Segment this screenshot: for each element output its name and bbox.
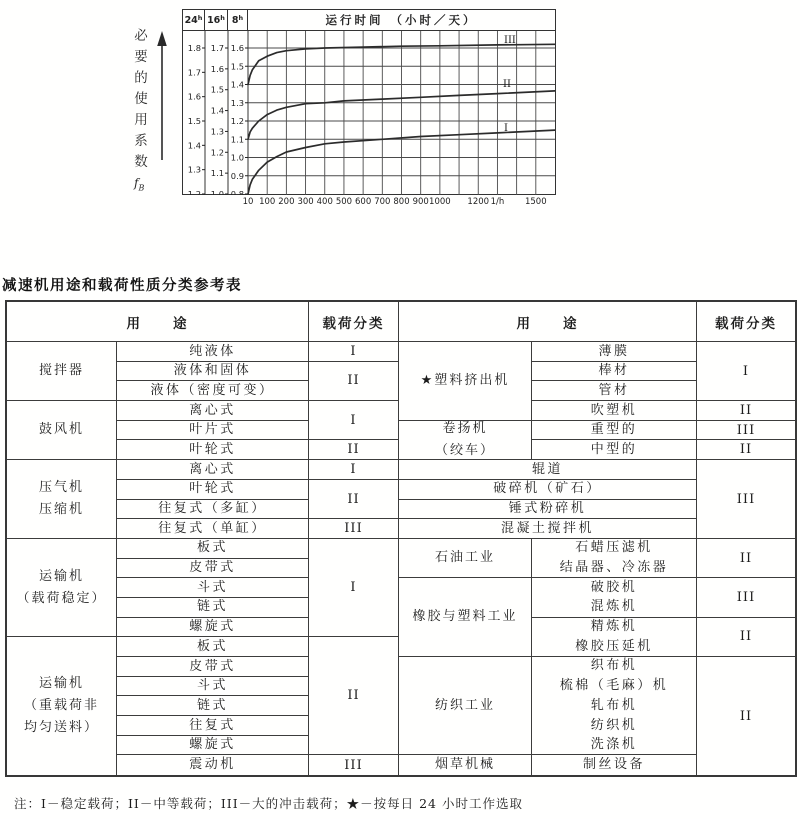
load-class-cell: II [309, 637, 399, 755]
item-cell: 液体（密度可变） [117, 381, 309, 401]
item-cell: 吹塑机 [532, 401, 697, 421]
item-cell: 链式 [117, 696, 309, 716]
x-tick-label: 1200 [467, 197, 490, 207]
curve-label-III: III [504, 35, 516, 46]
header-cell: 用 途 [7, 302, 309, 342]
item-cell: 液体和固体 [117, 362, 309, 382]
curve-label-I: I [504, 123, 508, 134]
x-tick-label: 400 [316, 197, 333, 207]
group-cell: ★塑料挤出机 [399, 342, 532, 421]
item-cell: 震动机 [117, 755, 309, 775]
svg-text:1.6: 1.6 [187, 91, 201, 102]
item-cell: 往复式（多缸） [117, 500, 309, 520]
item-cell: 薄膜 [532, 342, 697, 362]
load-class-cell: I [309, 342, 399, 362]
group-cell: 卷扬机 （绞车） [399, 421, 532, 460]
x-tick-label: 600 [355, 197, 372, 207]
svg-text:1.5: 1.5 [230, 61, 244, 72]
item-cell: 破碎机（矿石） [399, 480, 697, 500]
chart-frame [182, 9, 556, 195]
svg-text:1.0: 1.0 [230, 152, 244, 163]
load-class-cell: III [697, 421, 795, 441]
load-class-cell: II [697, 539, 795, 578]
svg-text:0.8: 0.8 [230, 189, 244, 195]
load-class-cell: I [309, 460, 399, 480]
group-cell: 烟草机械 [399, 755, 532, 775]
footnote: 注：I－稳定载荷；II－中等载荷；III－大的冲击载荷；★－按每日 24 小时工作选取 [14, 796, 523, 811]
svg-text:1.6: 1.6 [210, 63, 224, 74]
item-cell: 离心式 [117, 401, 309, 421]
load-class-cell: III [697, 460, 795, 539]
svg-text:1.1: 1.1 [230, 134, 244, 145]
scale-header-16h: 16 $^h$ [205, 10, 228, 30]
svg-text:1.7: 1.7 [187, 67, 201, 78]
item-cell: 斗式 [117, 578, 309, 598]
x-tick-label: 1000 [429, 197, 451, 207]
up-arrow-icon [152, 30, 172, 164]
header-cell: 用 途 [399, 302, 697, 342]
svg-text:1.6: 1.6 [230, 43, 244, 53]
chart-header-row [183, 10, 555, 31]
item-cell: 精炼机 橡胶压延机 [532, 618, 697, 657]
chart-title: 运行时间 （小时／天） [325, 13, 478, 27]
load-class-cell: II [309, 440, 399, 460]
load-class-cell: I [309, 539, 399, 637]
svg-text:1.8: 1.8 [187, 43, 201, 53]
item-cell: 叶轮式 [117, 440, 309, 460]
classification-table [5, 300, 797, 777]
item-cell: 石蜡压滤机 结晶器、冷冻器 [532, 539, 697, 578]
load-class-cell: II [739, 708, 753, 724]
item-cell: 板式 [117, 637, 309, 657]
item-cell: 中型的 [532, 440, 697, 460]
svg-text:1.3: 1.3 [230, 97, 244, 108]
x-tick-label: 700 [374, 197, 391, 207]
load-class-cell: III [309, 755, 399, 775]
item-cell: 辊道 [399, 460, 697, 480]
item-cell: 往复式 [117, 716, 309, 736]
svg-text:1.2: 1.2 [230, 116, 244, 126]
load-class-cell: II [697, 440, 795, 460]
item-cell: 斗式 [117, 677, 309, 697]
chart-plot [183, 31, 555, 195]
factor-symbol: $f_B$ [134, 176, 145, 193]
load-class-cell: II [697, 401, 795, 421]
item-cell: 制丝设备 [532, 755, 697, 775]
header-cell: 载荷分类 [309, 302, 399, 342]
item-cell: 链式 [117, 598, 309, 618]
load-class-cell: II [309, 362, 399, 401]
svg-text:1.3: 1.3 [210, 126, 224, 137]
item-cell: 板式 [117, 539, 309, 559]
item-cell: 叶片式 [117, 421, 309, 441]
svg-text:1.5: 1.5 [210, 84, 224, 95]
x-tick-label: 900 [412, 197, 429, 207]
svg-text:1.4: 1.4 [230, 79, 244, 90]
item-cell: 皮带式 [117, 657, 309, 677]
item-cell: 螺旋式 [117, 736, 309, 756]
group-cell: 橡胶与塑料工业 [399, 578, 532, 657]
x-tick-label: 10 [242, 197, 254, 207]
table-title: 减速机用途和载荷性质分类参考表 [2, 278, 242, 294]
item-cell: 管材 [532, 381, 697, 401]
svg-text:1.2: 1.2 [210, 147, 224, 158]
svg-text:1.0: 1.0 [210, 189, 224, 195]
group-cell: 搅拌器 [7, 342, 117, 401]
x-tick-label: 800 [393, 197, 410, 207]
item-cell: 织布机 梳棉（毛麻）机 轧布机 纺织机 洗涤机 [532, 657, 697, 755]
x-tick-label: 1/h [490, 197, 505, 207]
item-cell: 混凝土搅拌机 [399, 519, 697, 539]
svg-text:1.4: 1.4 [210, 105, 224, 116]
item-cell: 离心式 [117, 460, 309, 480]
svg-text:1.1: 1.1 [210, 168, 224, 179]
item-cell: 重型的 [532, 421, 697, 441]
x-tick-label: 200 [278, 197, 295, 207]
chart-y-axis-label: 必 要 的 使 用 系 数 [134, 28, 148, 170]
scale-header-8h: 8 $^h$ [228, 10, 248, 30]
load-class-cell: I [697, 342, 795, 401]
item-cell: 皮带式 [117, 559, 309, 579]
x-tick-label: 1500 [524, 197, 547, 207]
group-cell: 运输机 （重载荷非 均匀送料） [7, 637, 117, 775]
header-cell: 载荷分类 [697, 302, 795, 342]
item-cell: 螺旋式 [117, 618, 309, 638]
item-cell: 棒材 [532, 362, 697, 382]
svg-text:1.3: 1.3 [187, 164, 201, 175]
chart-x-axis-labels [0, 197, 800, 211]
svg-text:0.9: 0.9 [230, 170, 244, 181]
svg-text:1.5: 1.5 [187, 116, 201, 126]
load-class-cell: II [309, 480, 399, 519]
group-cell: 石油工业 [399, 539, 532, 578]
load-class-cell: III [309, 519, 399, 539]
load-class-cell: I [309, 401, 399, 440]
x-tick-label: 300 [297, 197, 314, 207]
item-cell: 叶轮式 [117, 480, 309, 500]
group-cell: 压气机 压缩机 [7, 460, 117, 539]
load-class-cell: III [697, 578, 795, 617]
group-cell: 纺织工业 [399, 657, 532, 755]
svg-text:1.2: 1.2 [187, 189, 201, 195]
svg-text:1.7: 1.7 [210, 43, 224, 53]
item-cell: 往复式（单缸） [117, 519, 309, 539]
x-tick-label: 100 [259, 197, 276, 207]
item-cell: 锤式粉碎机 [399, 500, 697, 520]
group-cell: 鼓风机 [7, 401, 117, 460]
svg-text:1.4: 1.4 [187, 140, 201, 151]
scale-header-24h: 24 $^h$ [183, 10, 205, 30]
curve-label-II: II [503, 79, 511, 90]
service-factor-chart [0, 0, 800, 230]
x-tick-label: 500 [335, 197, 353, 207]
group-cell: 运输机 （载荷稳定） [7, 539, 117, 637]
item-cell: 纯液体 [117, 342, 309, 362]
load-class-cell: II [697, 618, 795, 657]
item-cell: 破胶机 混炼机 [532, 578, 697, 617]
